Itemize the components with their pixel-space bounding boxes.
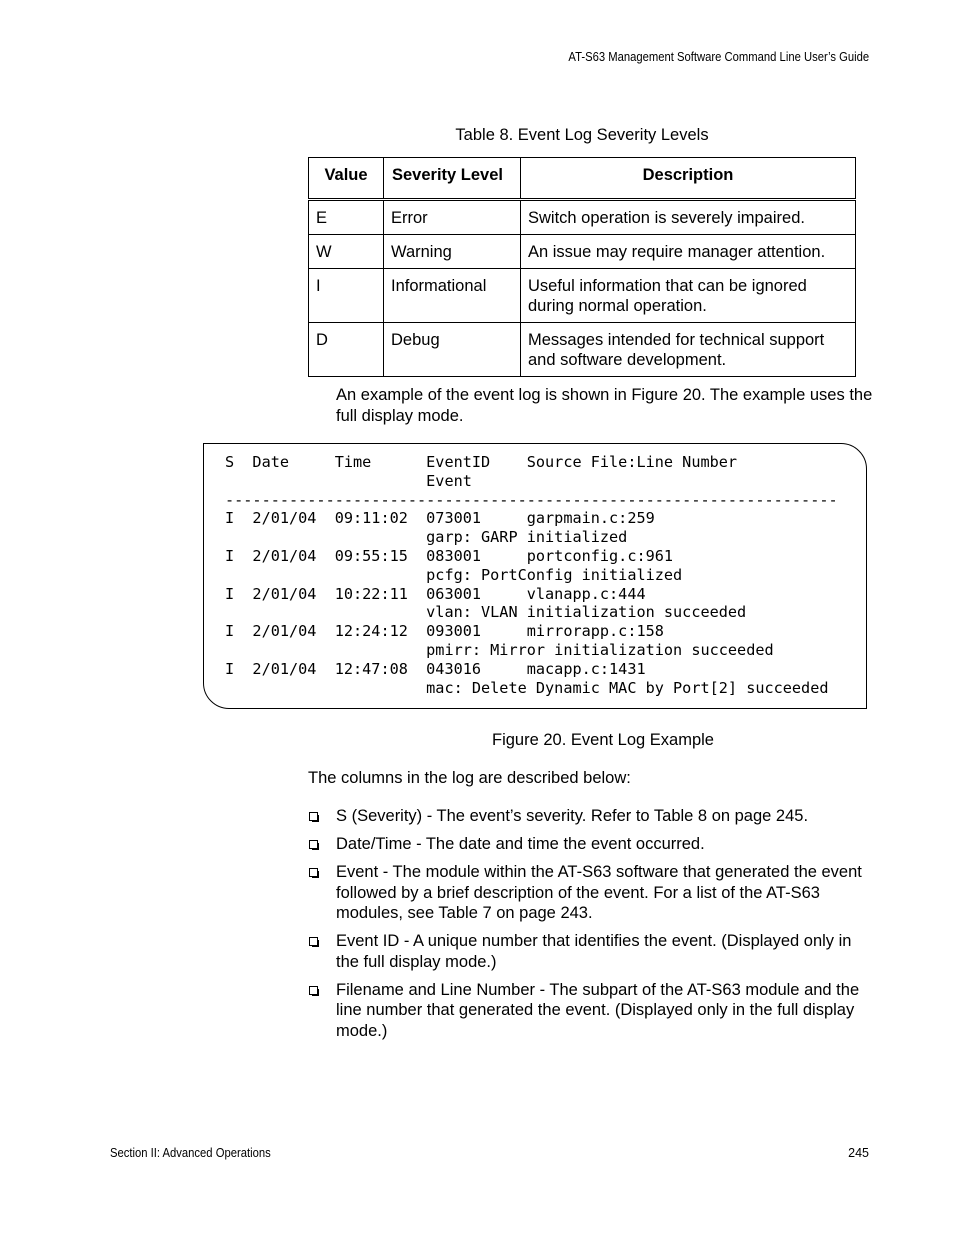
list-item	[308, 931, 873, 972]
cell-value: W	[309, 235, 384, 269]
cell-severity-level: Warning	[384, 235, 521, 269]
event-log-code: S Date Time EventID Source File:Line Number Event ------------------------------------------------------------------- I 2/01/04 09:11:02 073001 garpmain.c:259 garp: GARP initialized I 2/01/04 09:55:15 083001 portconfig.c:961 pcfg: PortConfig initialized I 2/01/04 10:22:11 063001 vlanapp.c:444 vlan: VLAN initialization succeeded I 2/01/04 12:24:12 093001 mirrorapp.c:158 pmirr: Mirror initialization succeeded I 2/01/04 12:47:08 043016 macapp.c:1431 mac: Delete Dynamic MAC by Port[2] succeeded	[225, 453, 838, 697]
cell-description: An issue may require manager attention.	[521, 235, 856, 269]
cell-value: E	[309, 200, 384, 235]
box-bullet-icon	[309, 868, 318, 877]
cell-severity-level: Error	[384, 200, 521, 235]
list-item	[308, 806, 873, 827]
table-row	[309, 323, 856, 377]
cell-description: Switch operation is severely impaired.	[521, 200, 856, 235]
table-row	[309, 235, 856, 269]
box-bullet-icon	[309, 840, 318, 849]
intro-paragraph: An example of the event log is shown in Figure 20. The example uses the full display mode.	[336, 386, 873, 425]
list-item-text: Event - The module within the AT-S63 software that generated the event followed by a brief description of the event. For a list of the AT-S63 modules, see Table 7 on page 243.	[336, 863, 862, 922]
columns-intro: The columns in the log are described below:	[308, 769, 631, 787]
table-row	[309, 269, 856, 323]
list-item-text: Filename and Line Number - The subpart of the AT-S63 module and the line number that generated the event. (Displayed only in the full display mode.)	[336, 980, 860, 1040]
list-item-text: S (Severity) - The event’s severity. Refer to Table 8 on page 245.	[336, 807, 809, 825]
event-log-figure	[203, 443, 867, 709]
figure-caption: Figure 20. Event Log Example	[492, 731, 714, 749]
footer-section-title: Section II: Advanced Operations	[110, 1146, 271, 1160]
table-header-row	[309, 158, 856, 200]
list-item	[308, 834, 873, 855]
table-row	[309, 200, 856, 235]
box-bullet-icon	[309, 937, 318, 946]
list-item	[308, 862, 873, 924]
cell-description: Messages intended for technical support and software development.	[521, 323, 856, 377]
box-bullet-icon	[309, 812, 318, 821]
column-description-list	[308, 806, 873, 1049]
column-header-severity-level: Severity Level	[384, 158, 521, 200]
list-item-text: Event ID - A unique number that identifies the event. (Displayed only in the full display mode.)	[336, 932, 852, 971]
box-bullet-icon	[309, 986, 318, 995]
severity-table	[308, 157, 856, 377]
cell-severity-level: Informational	[384, 269, 521, 323]
cell-description: Useful information that can be ignored during normal operation.	[521, 269, 856, 323]
footer-page-number: 245	[848, 1146, 869, 1160]
table-caption: Table 8. Event Log Severity Levels	[455, 126, 709, 144]
column-header-description: Description	[521, 158, 856, 200]
column-header-value: Value	[309, 158, 384, 200]
list-item-text: Date/Time - The date and time the event occurred.	[336, 835, 705, 853]
list-item	[308, 980, 873, 1042]
cell-value: I	[309, 269, 384, 323]
cell-value: D	[309, 323, 384, 377]
cell-severity-level: Debug	[384, 323, 521, 377]
running-header: AT-S63 Management Software Command Line User’s Guide	[568, 50, 869, 64]
